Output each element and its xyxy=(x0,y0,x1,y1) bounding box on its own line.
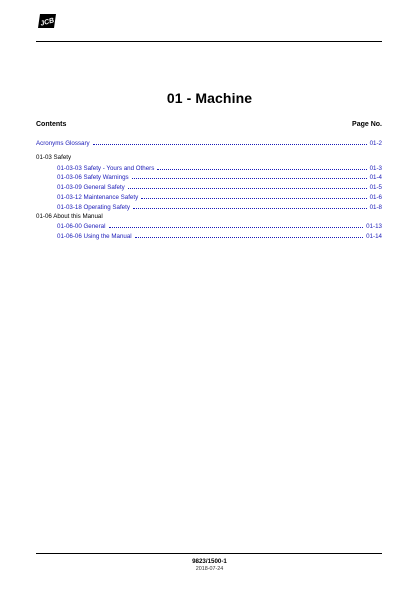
contents-label: Contents xyxy=(36,121,67,128)
toc-link-general[interactable] xyxy=(36,221,382,231)
toc-entry-label: 01-03-03 Safety - Yours and Others xyxy=(57,164,155,172)
dot-leader xyxy=(141,192,366,199)
dot-leader xyxy=(128,182,367,189)
document-date: 2018-07-24 xyxy=(195,566,224,572)
toc-link-general-safety[interactable] xyxy=(36,182,382,192)
toc-link-operating-safety[interactable] xyxy=(36,202,382,212)
contents-header xyxy=(36,121,382,131)
toc-page-number: 01-4 xyxy=(369,174,382,182)
toc-link-safety-warnings[interactable] xyxy=(36,172,382,182)
toc-page-number: 01-6 xyxy=(369,193,382,201)
toc-entry-label: 01-06-00 General xyxy=(57,223,106,231)
dot-leader xyxy=(93,138,367,145)
toc-page-number: 01-2 xyxy=(369,140,382,147)
dot-leader xyxy=(109,221,364,228)
toc-entry-label: 01-06-06 Using the Manual xyxy=(57,233,132,241)
toc-link-maintenance-safety[interactable] xyxy=(36,192,382,202)
toc-entry-label: 01-03-18 Operating Safety xyxy=(57,203,130,211)
table-of-contents xyxy=(36,138,382,241)
footer-rule xyxy=(36,553,382,554)
toc-link-acronyms-glossary[interactable] xyxy=(36,138,382,148)
toc-entry-label: Acronyms Glossary xyxy=(36,140,90,147)
jcb-logo xyxy=(37,13,57,29)
header-rule xyxy=(36,41,382,42)
toc-page-number: 01-14 xyxy=(366,233,382,241)
toc-page-number: 01-13 xyxy=(366,223,382,231)
toc-link-using-the-manual[interactable] xyxy=(36,231,382,241)
dot-leader xyxy=(133,202,367,209)
toc-entry-label: 01-03-12 Maintenance Safety xyxy=(57,193,139,201)
document-code: 9823/1500-1 xyxy=(192,558,227,565)
toc-section-about-manual: 01-06 About this Manual xyxy=(36,212,103,220)
dot-leader xyxy=(135,231,364,238)
toc-section-safety: 01-03 Safety xyxy=(36,153,72,161)
toc-link-safety-yours-and-others[interactable] xyxy=(36,163,382,173)
toc-page-number: 01-3 xyxy=(369,164,382,172)
toc-page-number: 01-5 xyxy=(369,184,382,192)
dot-leader xyxy=(157,163,366,170)
toc-page-number: 01-8 xyxy=(369,203,382,211)
dot-leader xyxy=(132,172,367,179)
svg-text:JCB: JCB xyxy=(39,17,56,28)
page-title: 01 - Machine xyxy=(166,90,253,106)
toc-entry-label: 01-03-06 Safety Warnings xyxy=(57,174,129,182)
page-no-label: Page No. xyxy=(352,121,382,128)
toc-entry-label: 01-03-09 General Safety xyxy=(57,184,125,192)
